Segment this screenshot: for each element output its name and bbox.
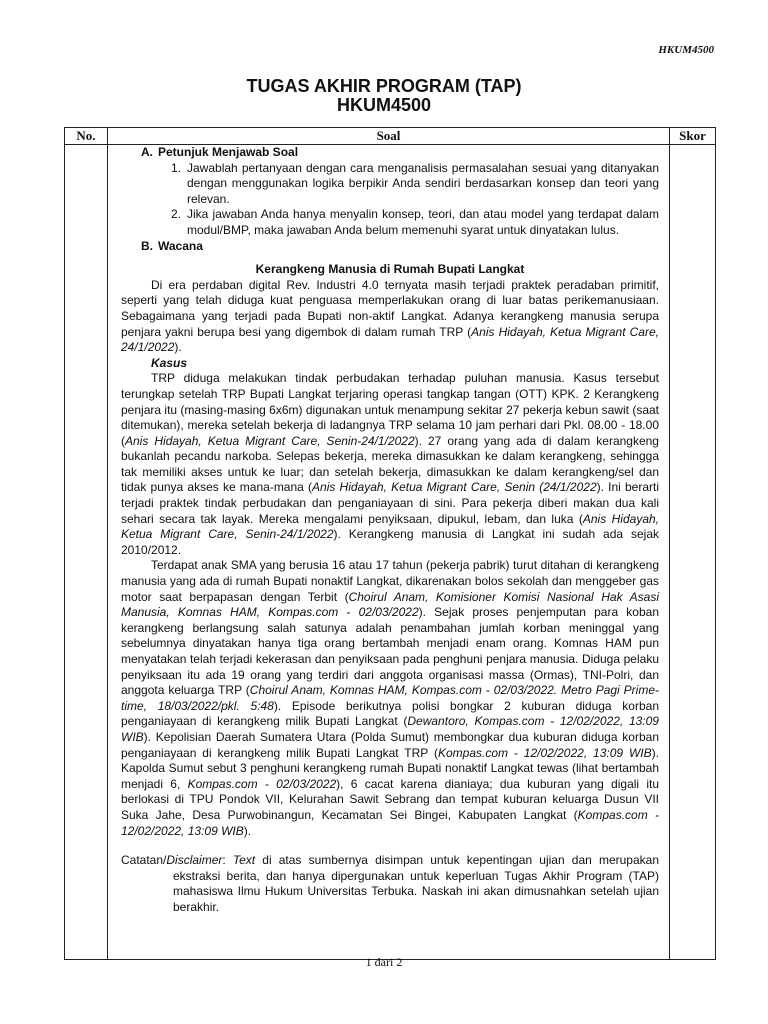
document-code: HKUM4500 — [658, 44, 714, 56]
table-header-row — [65, 128, 716, 145]
header-skor: Skor — [670, 128, 716, 145]
section-a-letter: A. — [141, 145, 153, 159]
question-table — [64, 127, 716, 960]
section-a-heading — [141, 145, 659, 161]
instruction-item — [171, 161, 659, 208]
cell-soal — [108, 145, 670, 960]
header-soal: Soal — [108, 128, 670, 145]
section-b-letter: B. — [141, 238, 153, 253]
paragraph-kasus-1: TRP diduga melakukan tindak perbudakan terhadap puluhan manusia. Kasus tersebut terungkap setelah TRP Bupati Langkat terjaring operasi tangkap tangan (OTT) KPK. 2 Kerangkeng penjara itu (masing-masing 6x6m) digunakan untuk menampung sekitar 27 pekerja kebun sawit (saat ditemukan), mereka setelah bekerja di ladangnya TRP selama 10 jam perhari dari Pkl. 08.00 - 18.00 (Anis Hidayah, Ketua Migrant Care, Senin-24/1/2022). 27 orang yang ada di dalam kerangkeng bukanlah pecandu narkoba. Selepas bekerja, mereka dimasukkan ke dalam kerangkeng, sehingga tak memiliki akses untuk ke luar; dan setelah bekerja, dimasukkan ke dalam kerangkeng/sel dan tidak punya akses ke mana-mana (Anis Hidayah, Ketua Migrant Care, Senin (24/1/2022). Ini berarti terjadi praktek tindak perbudakan dan penganiayaan di sini. Para pekerja diberi makan dua kali sehari secara tak layak. Mereka mengalami penyiksaan, dipukul, lebam, dan luka (Anis Hidayah, Ketua Migrant Care, Senin-24/1/2022). Kerangkeng manusia di Langkat ini sudah ada sejak 2010/2012. — [121, 371, 660, 557]
header-no: No. — [65, 128, 108, 145]
question-content — [108, 145, 669, 916]
instruction-number: 1. — [171, 160, 182, 175]
cell-skor — [670, 145, 716, 960]
wacana-title: Kerangkeng Manusia di Rumah Bupati Langkat — [255, 262, 525, 277]
section-b-title: Wacana — [158, 238, 203, 253]
document-title: TUGAS AKHIR PROGRAM (TAP) — [246, 76, 522, 96]
instruction-text: Jawablah pertanyaan dengan cara menganalisis permasalahan sesuai yang ditanyakan dengan menggunakan logika berpikir Anda sendiri berdasarkan konsep dan teori yang relevan. — [187, 160, 659, 206]
cell-no — [65, 145, 108, 960]
page-number: 1 dari 2 — [365, 955, 403, 969]
instruction-item — [171, 207, 659, 238]
kasus-heading: Kasus — [151, 355, 188, 370]
instruction-number: 2. — [171, 207, 182, 222]
paragraph-kasus-2: Terdapat anak SMA yang berusia 16 atau 17 tahun (pekerja pabrik) turut ditahan di kerangkeng manusia yang ada di rumah Bupati nonaktif Langkat, dikarenakan bolos sekolah dan menggeber gas motor saat berpapasan dengan Terbit (Choirul Anam, Komisioner Komisi Nasional Hak Asasi Manusia, Komnas HAM, Kompas.com - 02/03/2022). Sejak proses penjemputan para koban kerangkeng berlangsung salah satunya adalah penambahan jumlah korban meninggal yang sebelumnya dinyatakan hanya tiga orang bertambah menjadi enam orang. Komnas HAM pun menyatakan telah terjadi kekerasan dan penyiksaan pada penghuni penjara manusia. Diduga pelaku penyiksaan itu ada 19 orang yang terdiri dari anggota organisasi massa (Ormas), TNI-Polri, dan anggota keluarga TRP (Choirul Anam, Komnas HAM, Kompas.com - 02/03/2022. Metro Pagi Prime-time, 18/03/2022/pkl. 5:48). Episode berikutnya polisi bongkar 2 kuburan diduga korban penganiayaan di kerangkeng milik Bupati Langkat (Dewantoro, Kompas.com - 12/02/2022, 13:09 WIB). Kepolisian Daerah Sumatera Utara (Polda Sumut) membongkar dua kuburan diduga korban penganiayaan di kerangkeng milik Bupati Langkat TRP (Kompas.com - 12/02/2022, 13:09 WIB). Kapolda Sumut sebut 3 penghuni kerangkeng rumah Bupati nonaktif Langkat tewas (lihat bertambah menjadi 6, Kompas.com - 02/03/2022), 6 cacat karena dianiaya; dua kuburan yang digali itu berlokasi di TPU Pondok VII, Kelurahan Sawit Sebrang dan tempat kuburan keluarga Dusun VII Suka Jahe, Desa Purwobinangun, Kecamatan Sei Bingei, Kabupaten Langkat (Kompas.com - 12/02/2022, 13:09 WIB). — [121, 558, 660, 838]
paragraph-intro: Di era perdaban digital Rev. Industri 4.0 ternyata masih terjadi praktek peradaban primitif, seperti yang telah diduga kuat penguasa memperlakukan orang di luar batas perikemanusiaan. Sebagaimana yang terjadi pada Bupati non-aktif Langkat. Adanya kerangkeng manusia serupa penjara yakni berupa besi yang digembok di dalam rumah TRP (Anis Hidayah, Ketua Migrant Care, 24/1/2022). — [121, 277, 659, 355]
section-b-heading — [141, 239, 659, 255]
table-row — [65, 145, 716, 960]
instruction-text: Jika jawaban Anda hanya menyalin konsep, teori, dan atau model yang terdapat dalam modul/BMP, maka jawaban Anda belum memenuhi syarat untuk dinyatakan lulus. — [187, 207, 659, 237]
document-subtitle: HKUM4500 — [336, 95, 432, 115]
section-a-title: Petunjuk Menjawab Soal — [158, 145, 299, 159]
disclaimer-note: Catatan/Disclaimer: Text di atas sumbernya disimpan untuk kepentingan ujian dan merupakan ekstraksi berita, dan hanya dipergunakan untuk keperluan Tugas Akhir Program (TAP) mahasiswa Ilmu Hukum Universitas Terbuka. Naskah ini akan dimusnahkan setelah ujian berakhir. — [121, 853, 659, 914]
